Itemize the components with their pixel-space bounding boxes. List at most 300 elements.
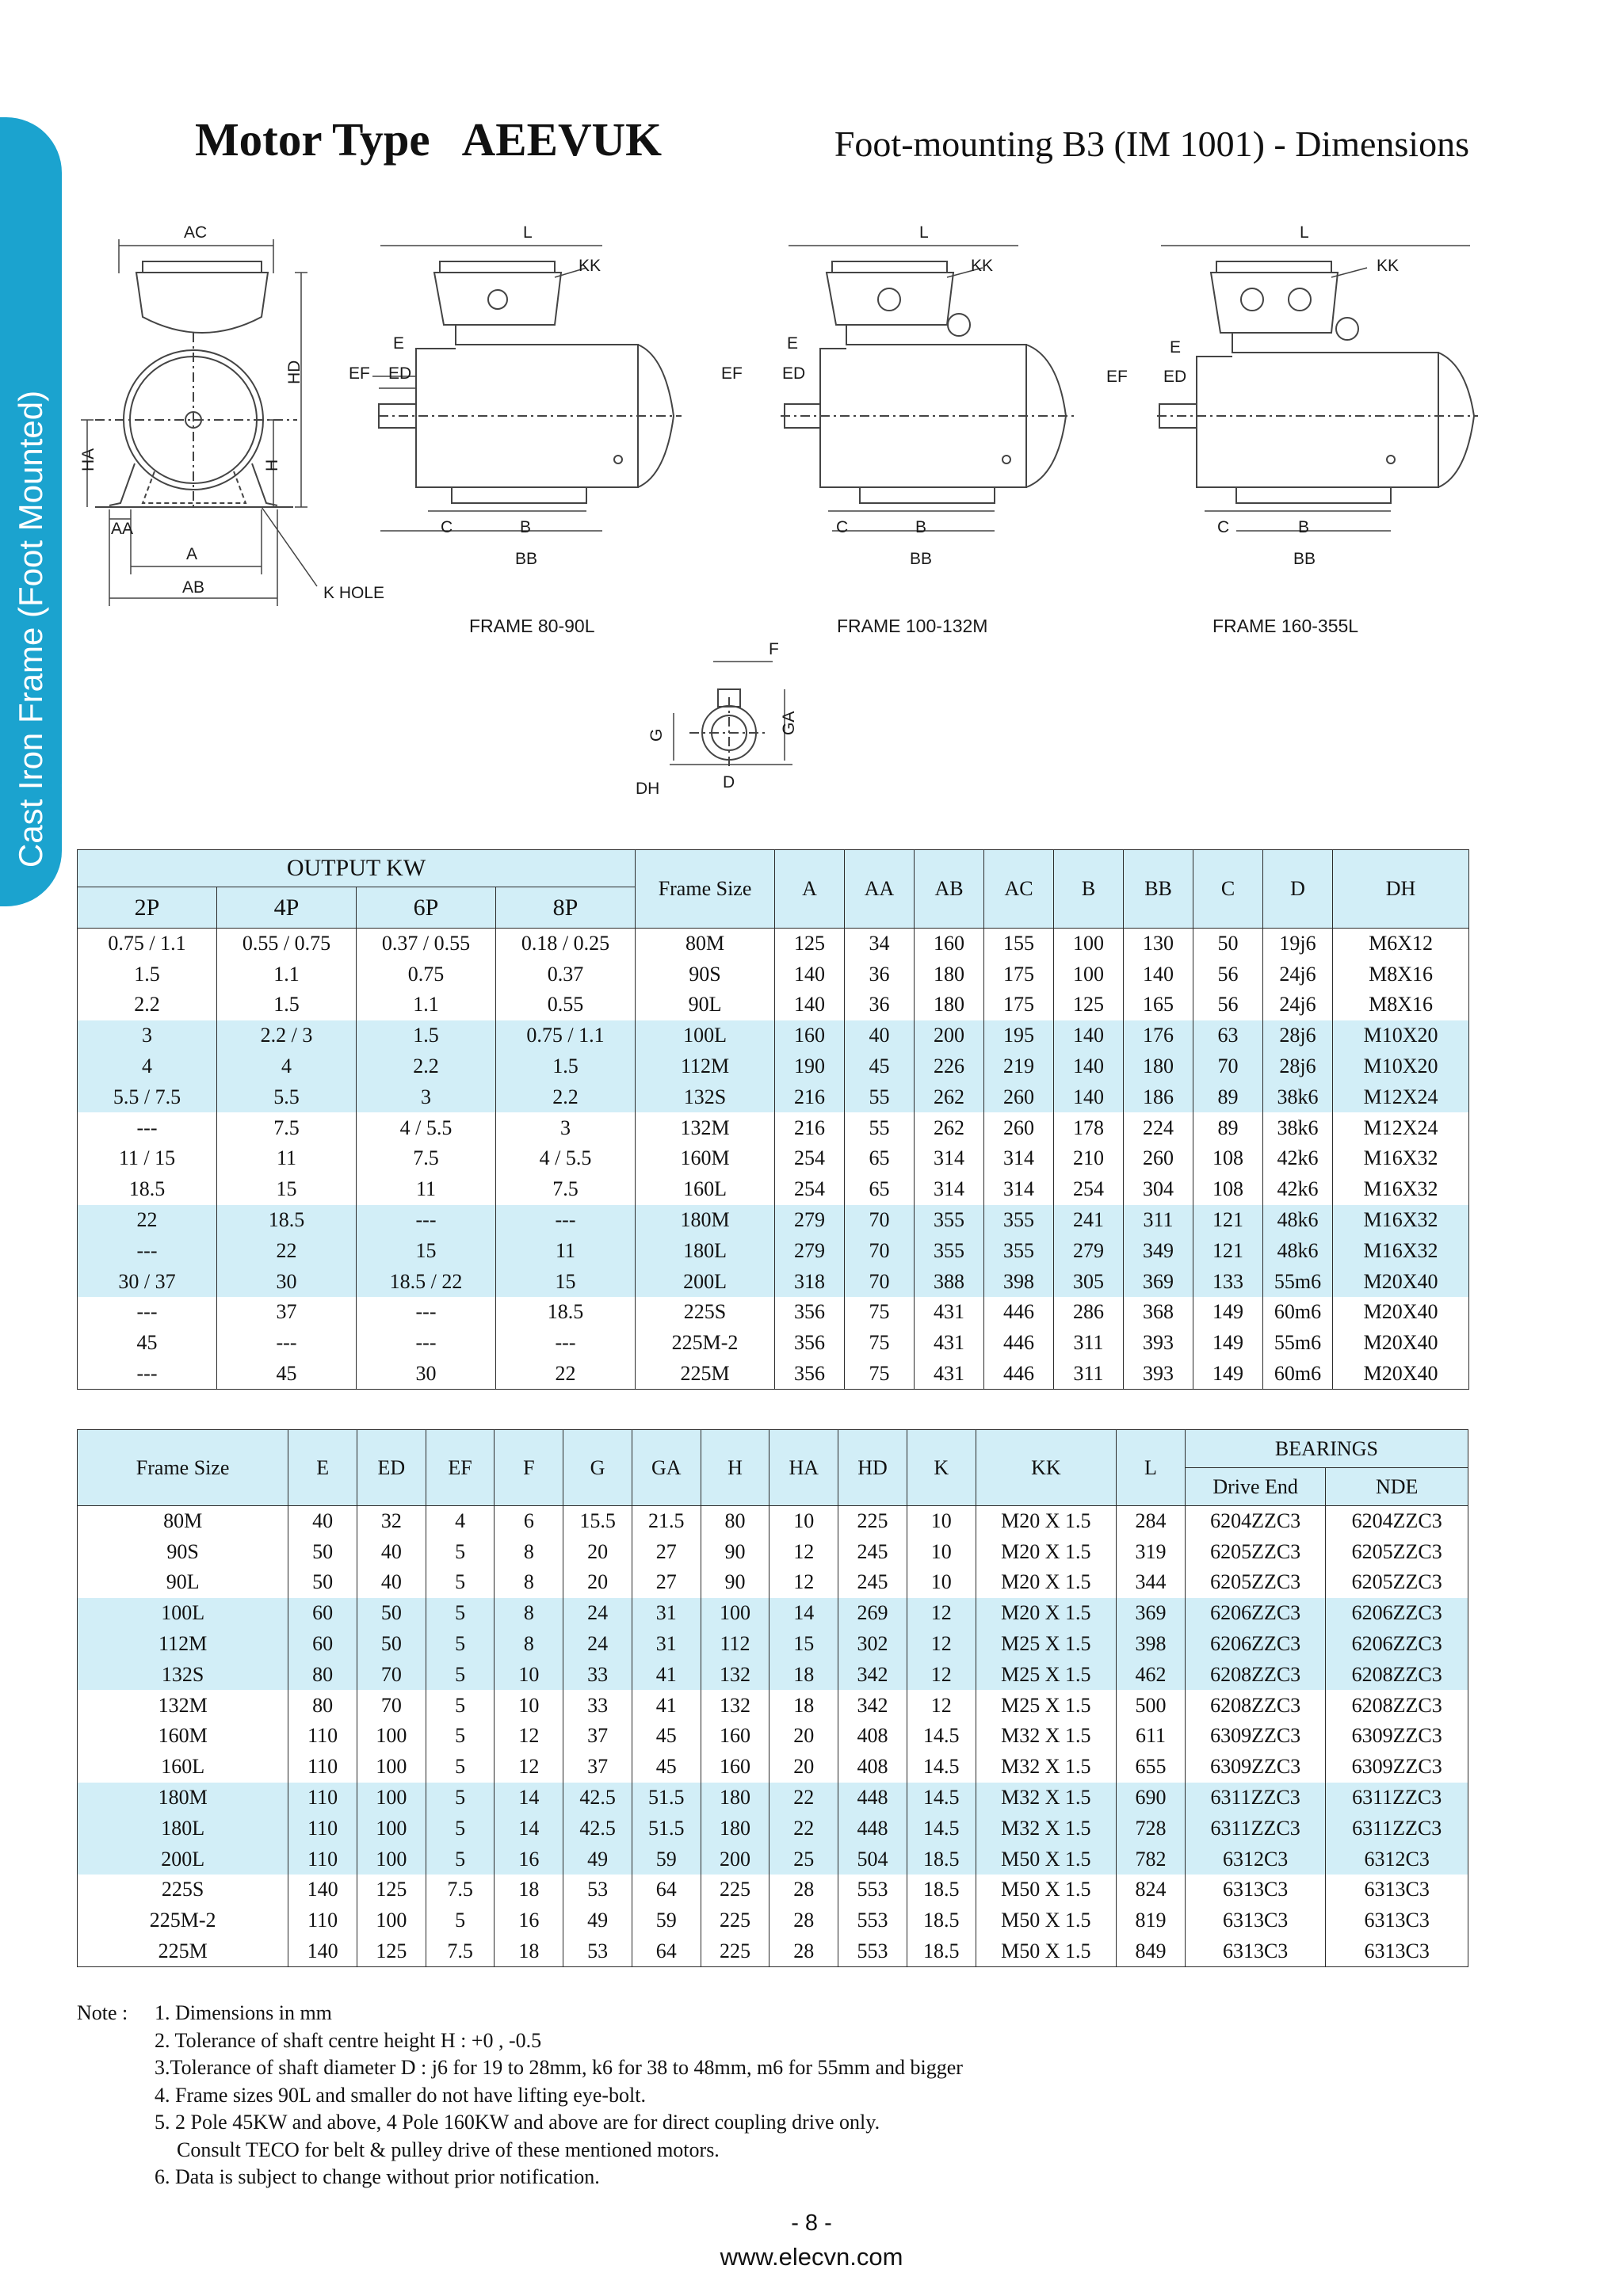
table-cell: 45 (632, 1752, 701, 1783)
table-cell: 6309ZZC3 (1326, 1721, 1468, 1752)
table-cell: 60m6 (1263, 1359, 1333, 1390)
table-cell: 224 (1124, 1112, 1193, 1143)
label-kk-2: KK (971, 257, 994, 275)
table-cell: 33 (563, 1690, 632, 1721)
website-link: www.elecvn.com (720, 2243, 903, 2271)
table-cell: 160 (701, 1721, 769, 1752)
table-cell: 133 (1193, 1266, 1263, 1297)
table-cell: 262 (915, 1112, 984, 1143)
table-cell: 40 (845, 1020, 915, 1051)
frame-size-header: Frame Size (636, 850, 775, 929)
table-cell: 16 (495, 1844, 563, 1875)
motor-drawings-svg (0, 206, 1623, 840)
label-l-2: L (919, 223, 929, 242)
table-cell: 40 (357, 1536, 426, 1567)
table-cell: 279 (775, 1205, 845, 1236)
table-cell: 260 (984, 1112, 1054, 1143)
table-cell: 50 (1193, 929, 1263, 959)
table-cell: 49 (563, 1905, 632, 1936)
table-cell: 40 (288, 1506, 357, 1537)
table-cell: 15 (357, 1235, 496, 1266)
table-cell: 15 (217, 1174, 357, 1205)
table-cell: 18 (769, 1659, 838, 1690)
table-cell: 33 (563, 1659, 632, 1690)
table-cell: 349 (1124, 1235, 1193, 1266)
table-cell: --- (217, 1328, 357, 1359)
table-cell: 2.2 (496, 1081, 636, 1112)
table-cell: 12 (907, 1629, 976, 1660)
table-cell: 176 (1124, 1020, 1193, 1051)
col-header-4p: 4P (217, 887, 357, 929)
table-cell: 728 (1117, 1813, 1186, 1844)
table-cell: 655 (1117, 1752, 1186, 1783)
table-cell: 180 (1124, 1051, 1193, 1082)
table-cell: 59 (632, 1905, 701, 1936)
table-cell: 132 (701, 1659, 769, 1690)
note-item: 6. Data is subject to change without prior notification. (155, 2165, 600, 2188)
table-row (78, 1567, 1468, 1598)
table-cell: 100 (357, 1752, 426, 1783)
table-cell: 18.5 (907, 1905, 976, 1936)
table-cell: 6311ZZC3 (1185, 1813, 1326, 1844)
table-cell: 5.5 / 7.5 (78, 1081, 217, 1112)
table-cell: 100 (1054, 929, 1124, 959)
table-cell: 6204ZZC3 (1185, 1506, 1326, 1537)
table-cell: 10 (907, 1506, 976, 1537)
col-header-kk: KK (976, 1430, 1117, 1506)
table-cell: 24j6 (1263, 959, 1333, 990)
table-cell: 10 (769, 1506, 838, 1537)
table-cell: 611 (1117, 1721, 1186, 1752)
notes (77, 2000, 963, 2191)
table-cell: 6313C3 (1326, 1875, 1468, 1905)
table-cell: 12 (495, 1752, 563, 1783)
table-cell: 178 (1054, 1112, 1124, 1143)
table-cell: 5 (426, 1598, 495, 1629)
table-cell: 5 (426, 1844, 495, 1875)
table-cell: 0.75 (357, 959, 496, 990)
table-cell: 48k6 (1263, 1235, 1333, 1266)
table-cell: 195 (984, 1020, 1054, 1051)
table-cell: M16X32 (1333, 1235, 1469, 1266)
dimension-drawings (0, 206, 1623, 840)
table-cell: 140 (1054, 1081, 1124, 1112)
title-model: AEEVUK (461, 113, 663, 166)
label-l-1: L (523, 223, 533, 242)
table-cell: 27 (632, 1536, 701, 1567)
table-cell: 125 (357, 1936, 426, 1967)
table-cell: 112 (701, 1629, 769, 1660)
table-row (78, 1205, 1469, 1236)
table-row (78, 1783, 1468, 1814)
table-cell: 6309ZZC3 (1185, 1752, 1326, 1783)
table-cell: 160L (636, 1174, 775, 1205)
table-cell: 446 (984, 1297, 1054, 1328)
table-cell: 216 (775, 1112, 845, 1143)
table-cell: 216 (775, 1081, 845, 1112)
col-header-a: A (775, 850, 845, 929)
table-cell: 110 (288, 1783, 357, 1814)
table-cell: 36 (845, 959, 915, 990)
table-cell: 368 (1124, 1297, 1193, 1328)
table-cell: 10 (495, 1690, 563, 1721)
table-cell: 0.37 (496, 959, 636, 990)
table-cell: 5 (426, 1905, 495, 1936)
table-cell: 4 / 5.5 (357, 1112, 496, 1143)
table-cell: 70 (845, 1235, 915, 1266)
table-cell: 56 (1193, 990, 1263, 1020)
table-cell: 11 (217, 1143, 357, 1174)
table-cell: M10X20 (1333, 1051, 1469, 1082)
output-dimensions-table (77, 849, 1469, 1390)
table-cell: 55m6 (1263, 1266, 1333, 1297)
table-cell: 90L (636, 990, 775, 1020)
table-cell: M25 X 1.5 (976, 1629, 1117, 1660)
table-cell: 8 (495, 1536, 563, 1567)
table-cell: 132S (636, 1081, 775, 1112)
frame-label-100-132m: FRAME 100-132M (837, 616, 988, 636)
table-cell: 824 (1117, 1875, 1186, 1905)
table-cell: 89 (1193, 1112, 1263, 1143)
table-cell: 125 (775, 929, 845, 959)
table-cell: 355 (915, 1235, 984, 1266)
table-cell: 3 (496, 1112, 636, 1143)
output-kw-header: OUTPUT KW (78, 850, 636, 887)
label-bb-2: BB (910, 550, 933, 568)
table-cell: 446 (984, 1328, 1054, 1359)
label-b-3: B (1298, 518, 1310, 536)
table-cell: 180 (701, 1813, 769, 1844)
table-cell: 28j6 (1263, 1020, 1333, 1051)
table-cell: M20 X 1.5 (976, 1506, 1117, 1537)
table-cell: 24 (563, 1598, 632, 1629)
table-cell: M50 X 1.5 (976, 1905, 1117, 1936)
table-cell: 369 (1124, 1266, 1193, 1297)
table-cell: 200 (915, 1020, 984, 1051)
table-cell: 45 (632, 1721, 701, 1752)
table-cell: 41 (632, 1690, 701, 1721)
table-cell: 22 (78, 1205, 217, 1236)
table-cell: M20X40 (1333, 1359, 1469, 1390)
table-cell: M32 X 1.5 (976, 1721, 1117, 1752)
table-cell: 22 (769, 1813, 838, 1844)
label-c-2: C (836, 518, 849, 536)
table-cell: M32 X 1.5 (976, 1813, 1117, 1844)
table-cell: 254 (775, 1174, 845, 1205)
frame-dimensions-table (77, 1429, 1468, 1967)
table-cell: 10 (907, 1536, 976, 1567)
table-cell: 53 (563, 1936, 632, 1967)
table-cell: 260 (984, 1081, 1054, 1112)
table-cell: 90S (78, 1536, 288, 1567)
table-cell: M25 X 1.5 (976, 1659, 1117, 1690)
table-cell: 110 (288, 1905, 357, 1936)
table-cell: 180 (915, 959, 984, 990)
label-d: D (723, 773, 735, 791)
table-cell: 241 (1054, 1205, 1124, 1236)
table-cell: 125 (1054, 990, 1124, 1020)
col-header-ed: ED (357, 1430, 426, 1506)
table-cell: 28 (769, 1905, 838, 1936)
table-cell: M32 X 1.5 (976, 1752, 1117, 1783)
table-cell: 38k6 (1263, 1112, 1333, 1143)
table-cell: 6313C3 (1185, 1936, 1326, 1967)
label-a: A (186, 545, 198, 563)
table-cell: --- (357, 1328, 496, 1359)
table-cell: 10 (495, 1659, 563, 1690)
table-cell: 20 (563, 1567, 632, 1598)
table-cell: 393 (1124, 1359, 1193, 1390)
table-cell: 160 (775, 1020, 845, 1051)
table-cell: 1.5 (496, 1051, 636, 1082)
table-cell: M10X20 (1333, 1020, 1469, 1051)
note-item: 4. Frame sizes 90L and smaller do not have lifting eye-bolt. (155, 2083, 646, 2107)
table-cell: 125 (357, 1875, 426, 1905)
table-cell: M16X32 (1333, 1174, 1469, 1205)
table-cell: 4 / 5.5 (496, 1143, 636, 1174)
table-cell: 446 (984, 1359, 1054, 1390)
frame-dimensions-table-body (78, 1506, 1468, 1967)
table-cell: M25 X 1.5 (976, 1690, 1117, 1721)
table-cell: 180 (701, 1783, 769, 1814)
table-cell: 18.5 (907, 1936, 976, 1967)
table-cell: 225 (701, 1905, 769, 1936)
table-cell: 190 (775, 1051, 845, 1082)
table-cell: 51.5 (632, 1813, 701, 1844)
table-cell: 100 (357, 1813, 426, 1844)
table-cell: 7.5 (217, 1112, 357, 1143)
table-cell: 284 (1117, 1506, 1186, 1537)
table-cell: 89 (1193, 1081, 1263, 1112)
table-cell: 6313C3 (1185, 1875, 1326, 1905)
table-cell: 553 (838, 1936, 907, 1967)
table-cell: 80 (288, 1659, 357, 1690)
table-cell: 50 (357, 1629, 426, 1660)
table-cell: 90 (701, 1536, 769, 1567)
table-cell: 6205ZZC3 (1185, 1567, 1326, 1598)
table-cell: 14 (769, 1598, 838, 1629)
side-tab-label: Cast Iron Frame (Foot Mounted) (12, 390, 49, 868)
table-cell: 49 (563, 1844, 632, 1875)
note-item: 1. Dimensions in mm (155, 2001, 332, 2024)
frame-100-132m-drawing (781, 246, 1074, 531)
table-cell: 819 (1117, 1905, 1186, 1936)
table-cell: 393 (1124, 1328, 1193, 1359)
label-f: F (769, 640, 779, 658)
table-cell: 180L (636, 1235, 775, 1266)
table-cell: 30 (357, 1359, 496, 1390)
table-row (78, 1297, 1469, 1328)
table-cell: 245 (838, 1536, 907, 1567)
table-cell: 4 (426, 1506, 495, 1537)
table-cell: 14.5 (907, 1752, 976, 1783)
table-cell: 149 (1193, 1328, 1263, 1359)
table-cell: 6313C3 (1326, 1936, 1468, 1967)
table-cell: 5 (426, 1813, 495, 1844)
table-cell: 6205ZZC3 (1326, 1536, 1468, 1567)
label-ac: AC (184, 223, 208, 242)
table-cell: 42k6 (1263, 1143, 1333, 1174)
label-g: G (647, 728, 666, 742)
table-cell: 448 (838, 1783, 907, 1814)
table-cell: 6309ZZC3 (1185, 1721, 1326, 1752)
table-cell: 319 (1117, 1536, 1186, 1567)
table-cell: 356 (775, 1328, 845, 1359)
table-cell: 6312C3 (1326, 1844, 1468, 1875)
col-header-drive-end: Drive End (1185, 1468, 1326, 1506)
note-item: 2. Tolerance of shaft centre height H : +0 , -0.5 (155, 2028, 542, 2052)
table-cell: 10 (907, 1567, 976, 1598)
table-cell: 314 (915, 1174, 984, 1205)
label-dh: DH (636, 780, 660, 798)
table-cell: 210 (1054, 1143, 1124, 1174)
table-cell: M6X12 (1333, 929, 1469, 959)
table-cell: 11 / 15 (78, 1143, 217, 1174)
col-header-k: K (907, 1430, 976, 1506)
table-cell: 56 (1193, 959, 1263, 990)
table-cell: 225M (78, 1936, 288, 1967)
table-cell: 37 (563, 1721, 632, 1752)
table-cell: 6205ZZC3 (1326, 1567, 1468, 1598)
table-cell: 110 (288, 1752, 357, 1783)
table-cell: 200L (78, 1844, 288, 1875)
label-ed-2: ED (782, 364, 806, 383)
table-cell: 42k6 (1263, 1174, 1333, 1205)
table-cell: 160 (915, 929, 984, 959)
table-cell: 782 (1117, 1844, 1186, 1875)
col-header-h: H (701, 1430, 769, 1506)
table-row (78, 1112, 1469, 1143)
table-cell: 18 (495, 1875, 563, 1905)
table-cell: 132M (78, 1690, 288, 1721)
table-cell: 70 (845, 1205, 915, 1236)
table-cell: 14.5 (907, 1721, 976, 1752)
table-cell: 355 (915, 1205, 984, 1236)
table-cell: 225S (636, 1297, 775, 1328)
table-cell: 849 (1117, 1936, 1186, 1967)
table-cell: 100 (357, 1905, 426, 1936)
table-cell: 110 (288, 1813, 357, 1844)
table-cell: 504 (838, 1844, 907, 1875)
table-cell: 0.18 / 0.25 (496, 929, 636, 959)
table-cell: 36 (845, 990, 915, 1020)
table-cell: 4 (78, 1051, 217, 1082)
table-cell: 269 (838, 1598, 907, 1629)
table-cell: 311 (1054, 1359, 1124, 1390)
table-cell: 140 (1124, 959, 1193, 990)
table-cell: 22 (217, 1235, 357, 1266)
table-cell: 7.5 (357, 1143, 496, 1174)
table-cell: 225 (838, 1506, 907, 1537)
table-row (78, 1936, 1468, 1967)
table-cell: 175 (984, 990, 1054, 1020)
table-cell: 75 (845, 1328, 915, 1359)
table-cell: 1.1 (357, 990, 496, 1020)
table-cell: 0.55 / 0.75 (217, 929, 357, 959)
label-e-1: E (393, 334, 405, 353)
table-row (78, 1721, 1468, 1752)
table-cell: 180M (78, 1783, 288, 1814)
table-cell: 260 (1124, 1143, 1193, 1174)
frame-label-160-355l: FRAME 160-355L (1212, 616, 1359, 636)
table-cell: 140 (1054, 1020, 1124, 1051)
table-row (78, 1598, 1468, 1629)
table-cell: 165 (1124, 990, 1193, 1020)
table-cell: --- (78, 1359, 217, 1390)
table-cell: 4 (217, 1051, 357, 1082)
label-ed-3: ED (1163, 368, 1187, 386)
table-cell: 30 (217, 1266, 357, 1297)
table-cell: M16X32 (1333, 1205, 1469, 1236)
note-item: 3.Tolerance of shaft diameter D : j6 for 19 to 28mm, k6 for 38 to 48mm, m6 for 55mm and bigger (155, 2056, 963, 2079)
table-cell: 431 (915, 1297, 984, 1328)
table-cell: 18.5 (907, 1875, 976, 1905)
table-cell: 112M (636, 1051, 775, 1082)
table-cell: 37 (563, 1752, 632, 1783)
frame-size-header-2: Frame Size (78, 1430, 288, 1506)
table-row (78, 1235, 1469, 1266)
table-cell: 553 (838, 1905, 907, 1936)
table-cell: 60 (288, 1598, 357, 1629)
table-cell: 1.5 (357, 1020, 496, 1051)
table-row (78, 1143, 1469, 1174)
table-cell: 80 (288, 1690, 357, 1721)
col-header-ga: GA (632, 1430, 701, 1506)
frame-label-80-90l: FRAME 80-90L (469, 616, 595, 636)
table-cell: 50 (288, 1536, 357, 1567)
table-cell: 112M (78, 1629, 288, 1660)
table-cell: 6206ZZC3 (1185, 1598, 1326, 1629)
table-cell: 132S (78, 1659, 288, 1690)
table-cell: 225 (701, 1875, 769, 1905)
table-cell: 369 (1117, 1598, 1186, 1629)
table-cell: 70 (357, 1659, 426, 1690)
table-cell: 80 (701, 1506, 769, 1537)
table-cell: 42.5 (563, 1783, 632, 1814)
table-cell: M32 X 1.5 (976, 1783, 1117, 1814)
table-cell: 80M (636, 929, 775, 959)
table-cell: 431 (915, 1359, 984, 1390)
table-cell: 448 (838, 1813, 907, 1844)
table-cell: M20 X 1.5 (976, 1536, 1117, 1567)
table-cell: 2.2 (357, 1051, 496, 1082)
table-cell: 355 (984, 1235, 1054, 1266)
table-cell: 12 (907, 1690, 976, 1721)
table-cell: 342 (838, 1659, 907, 1690)
table-cell: 304 (1124, 1174, 1193, 1205)
table-cell: 12 (907, 1659, 976, 1690)
table-cell: --- (78, 1112, 217, 1143)
table-cell: 18.5 (907, 1844, 976, 1875)
table-row (78, 1875, 1468, 1905)
table-cell: 65 (845, 1174, 915, 1205)
table-cell: 180M (636, 1205, 775, 1236)
table-cell: 6208ZZC3 (1185, 1659, 1326, 1690)
table-cell: M12X24 (1333, 1081, 1469, 1112)
table-cell: 262 (915, 1081, 984, 1112)
table-cell: 28 (769, 1936, 838, 1967)
label-ga: GA (780, 711, 798, 735)
label-kk-1: KK (579, 257, 601, 275)
table-row (78, 959, 1469, 990)
col-header-b: B (1054, 850, 1124, 929)
table-cell: 31 (632, 1629, 701, 1660)
table-row (78, 929, 1469, 959)
notes-list (155, 2000, 963, 2191)
table-row (78, 1051, 1469, 1082)
table-cell: 34 (845, 929, 915, 959)
table-cell: 18.5 (496, 1297, 636, 1328)
